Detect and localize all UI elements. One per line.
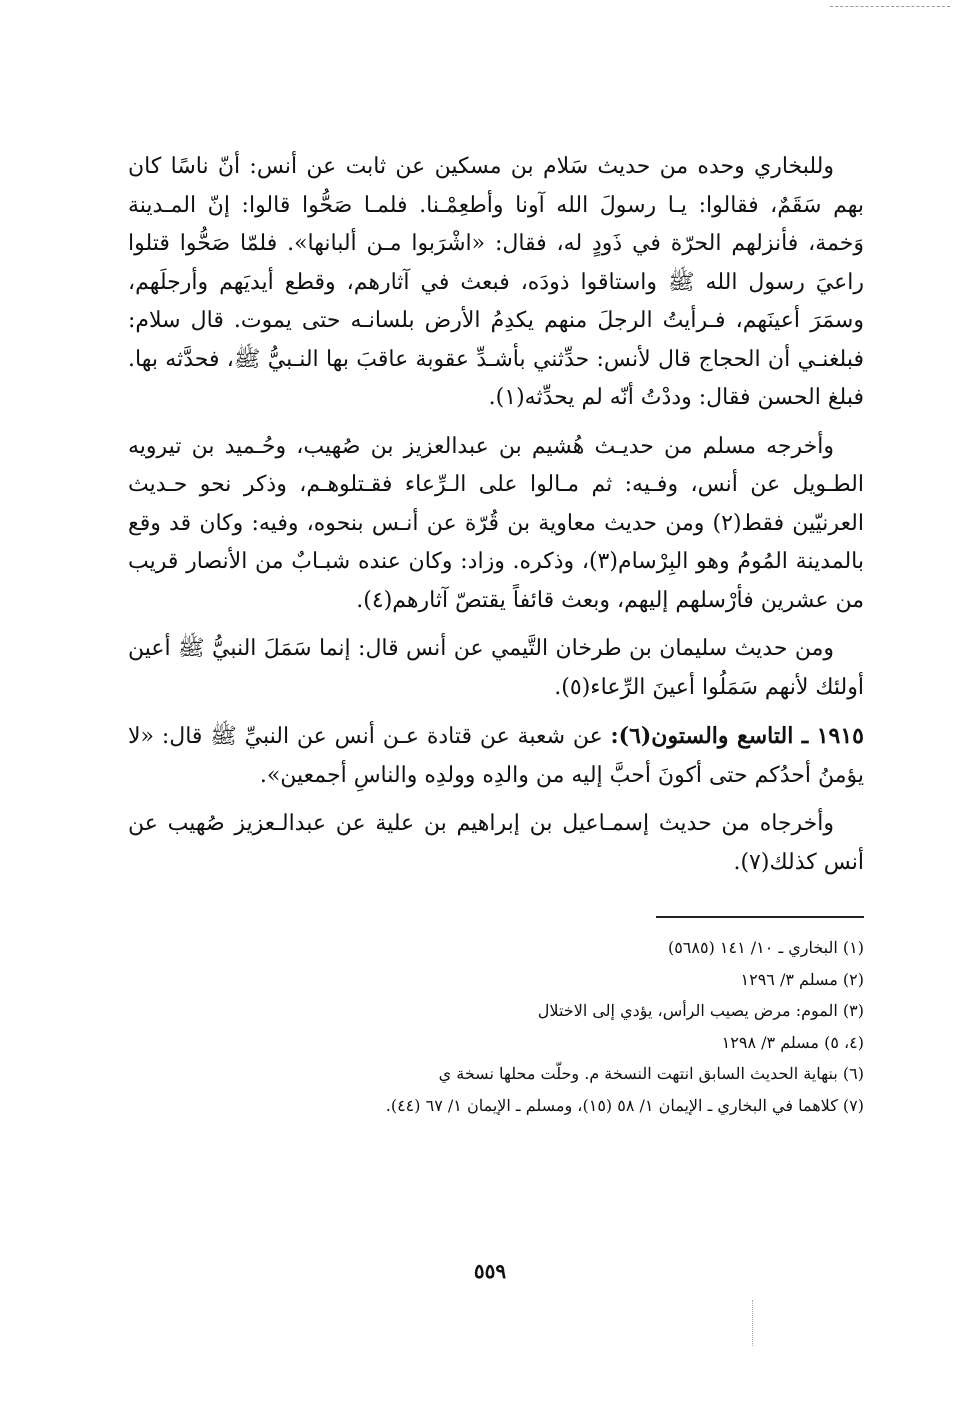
hadith-entry-1915 <box>128 717 864 795</box>
page-body <box>128 148 864 1121</box>
footnote-1: (١) البخاري ـ ١٠/ ١٤١ (٥٦٨٥) <box>667 938 864 957</box>
entry-text: عن شعبة عن قتادة عـن أنس عن النبيِّ ﷺ قال: «لا يؤمنُ أحدُكم حتى أكونَ أحبَّ إليه من والدِه وولدِه والناسِ أجمعين». <box>128 724 864 788</box>
footnote-4: (٤، ٥) مسلم ٣/ ١٢٩٨ <box>721 1032 864 1052</box>
paragraph-3: ومن حديث سليمان بن طرخان التَّيمي عن أنس قال: إنما سَمَلَ النبيُّ ﷺ أعين أولئك لأنهم سَمَلُوا أعينَ الرِّعاء(٥). <box>128 636 864 700</box>
paragraph-2: وأخرجه مسلم من حديـث هُشيم بن عبدالعزيز بن صُهيب، وحُـميد بن تيرويه الطـويل عن أنس، وفـيه: ثم مـالوا على الـرِّعاء فقـتلوهـم، وذكر نحو حـديث العرنيّين فقط(٢) ومن حديث معاوية بن قُرّة عن أنـس بنحوه، وفيه: وكان قد وقع بالمدينة المُومُ وهو البِرْسام(٣)، وذكره. وزاد: وكان عنده شبـابٌ من الأنصار قريب من عشرين فأرْسلهم إليهم، وبعث قائفاً يقتصّ آثارهم(٤). <box>128 433 864 613</box>
footnote-3: (٣) الموم: مرض يصيب الرأس، يؤدي إلى الاختلال <box>537 1001 864 1020</box>
entry-heading: ١٩١٥ ـ التاسع والستون(٦): <box>610 723 864 749</box>
footnote-6: (٧) كلاهما في البخاري ـ الإيمان ١/ ٥٨ (١٥)، ومسلم ـ الإيمان ١/ ٦٧ (٤٤). <box>385 1095 864 1115</box>
top-scan-rule <box>830 6 950 7</box>
footnote-5: (٦) بنهاية الحديث السابق انتهت النسخة م. وحلّت محلها نسخة ي <box>438 1064 864 1083</box>
footnote-2: (٢) مسلم ٣/ ١٢٩٦ <box>740 969 864 989</box>
closing-paragraph: وأخرجاه من حديث إسمـاعيل بن إبراهيم بن علية عن عبدالـعزيز صُهيب عن أنس كذلك(٧). <box>128 811 864 875</box>
footnotes-list <box>128 932 864 1121</box>
scan-mark <box>752 1300 754 1346</box>
paragraph-1: وللبخاري وحده من حديث سَلام بن مسكين عن ثابت عن أنس: أنّ ناسًا كان بهم سَقَمٌ، فقالوا: يـا رسولَ الله آونا وأطعِمْـنا. فلمـا صَحُّوا قالوا: إنّ المـدينة وَخمة، فأنزلهم الحرّة في ذَودٍ له، فقال: «اشْرَبوا مـن ألبانها». فلمّا صَحُّوا قتلوا راعيَ رسول الله ﷺ واستاقوا ذودَه، فبعث في آثارهم، وقطع أيديَهم وأرجلَهم، وسمَرَ أعينَهم، فـرأيتُ الرجلَ منهم يكدِمُ الأرض بلسانـه حتى يموت. قال سلام: فبلغنـي أن الحجاج قال لأنس: حدِّثني بأشـدِّ عقوبة عاقبَ بها النـبيُّ ﷺ، فحدَّثه بها. فبلغ الحسن فقال: وددْتُ أنّه لم يحدِّثه(١). <box>128 154 864 410</box>
page-number: ٥٥٩ <box>473 1259 507 1283</box>
footnote-divider <box>656 916 864 918</box>
